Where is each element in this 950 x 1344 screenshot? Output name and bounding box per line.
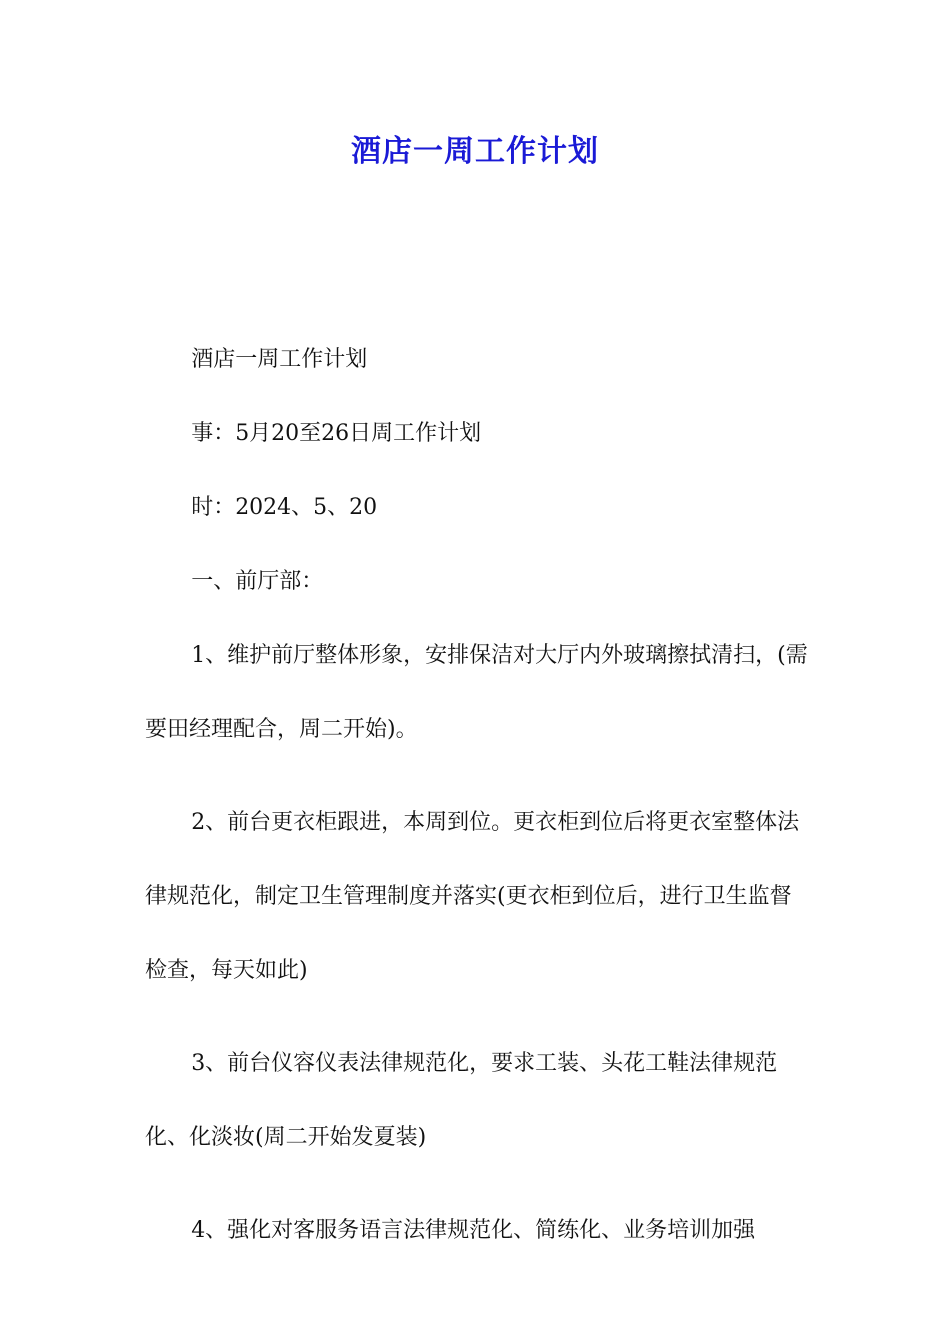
- list-item: 4、强化对客服务语言法律规范化、简练化、业务培训加强: [191, 1218, 756, 1243]
- document-title: 酒店一周工作计划: [351, 134, 599, 169]
- section-front-office: 一、前厅部：: [191, 569, 324, 594]
- list-item: 2、前台更衣柜跟进，本周到位。更衣柜到位后将更衣室整体法律规范化，制定卫生管理制度并落实(更衣柜到位后，进行卫生监督检查，每天如此): [145, 810, 800, 983]
- paragraph-subject: 事：5月20至26日周工作计划: [191, 421, 482, 446]
- paragraph-heading: 酒店一周工作计划: [191, 347, 368, 372]
- list-item: 3、前台仪容仪表法律规范化，要求工装、头花工鞋法律规范化、化淡妆(周二开始发夏装): [145, 1051, 778, 1150]
- paragraph-date: 时：2024、5、20: [191, 495, 378, 520]
- document-body: [145, 341, 810, 1268]
- list-item: 1、维护前厅整体形象，安排保洁对大厅内外玻璃擦拭清扫，(需要田经理配合，周二开始)。: [145, 643, 808, 742]
